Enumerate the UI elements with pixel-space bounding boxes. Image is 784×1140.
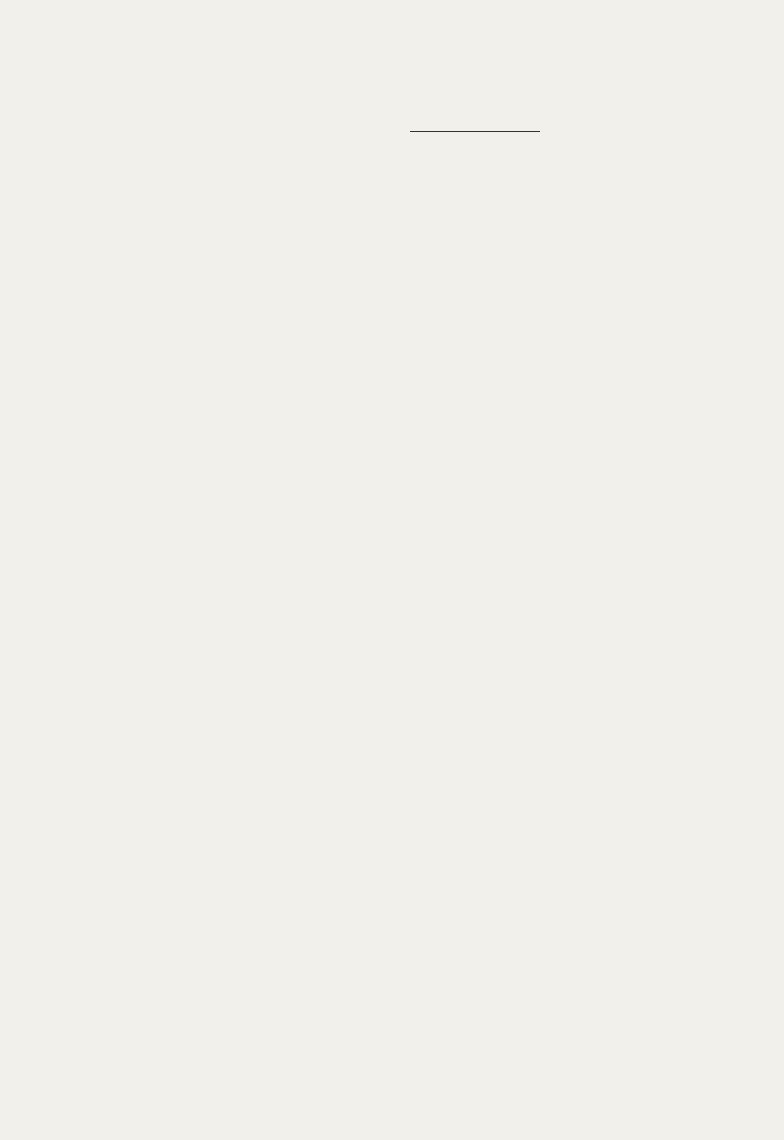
document-body xyxy=(92,128,692,348)
table-title xyxy=(92,320,692,342)
para-7-2-5-1 xyxy=(92,292,692,314)
para-7-2-2-10 xyxy=(92,164,692,186)
formula-denominator xyxy=(410,132,540,133)
section-7-2-4 xyxy=(92,229,692,251)
section-7-2-3 xyxy=(92,196,692,218)
formula-fraction xyxy=(410,130,540,133)
formula-11 xyxy=(92,130,692,160)
section-7-2-5 xyxy=(92,261,692,283)
